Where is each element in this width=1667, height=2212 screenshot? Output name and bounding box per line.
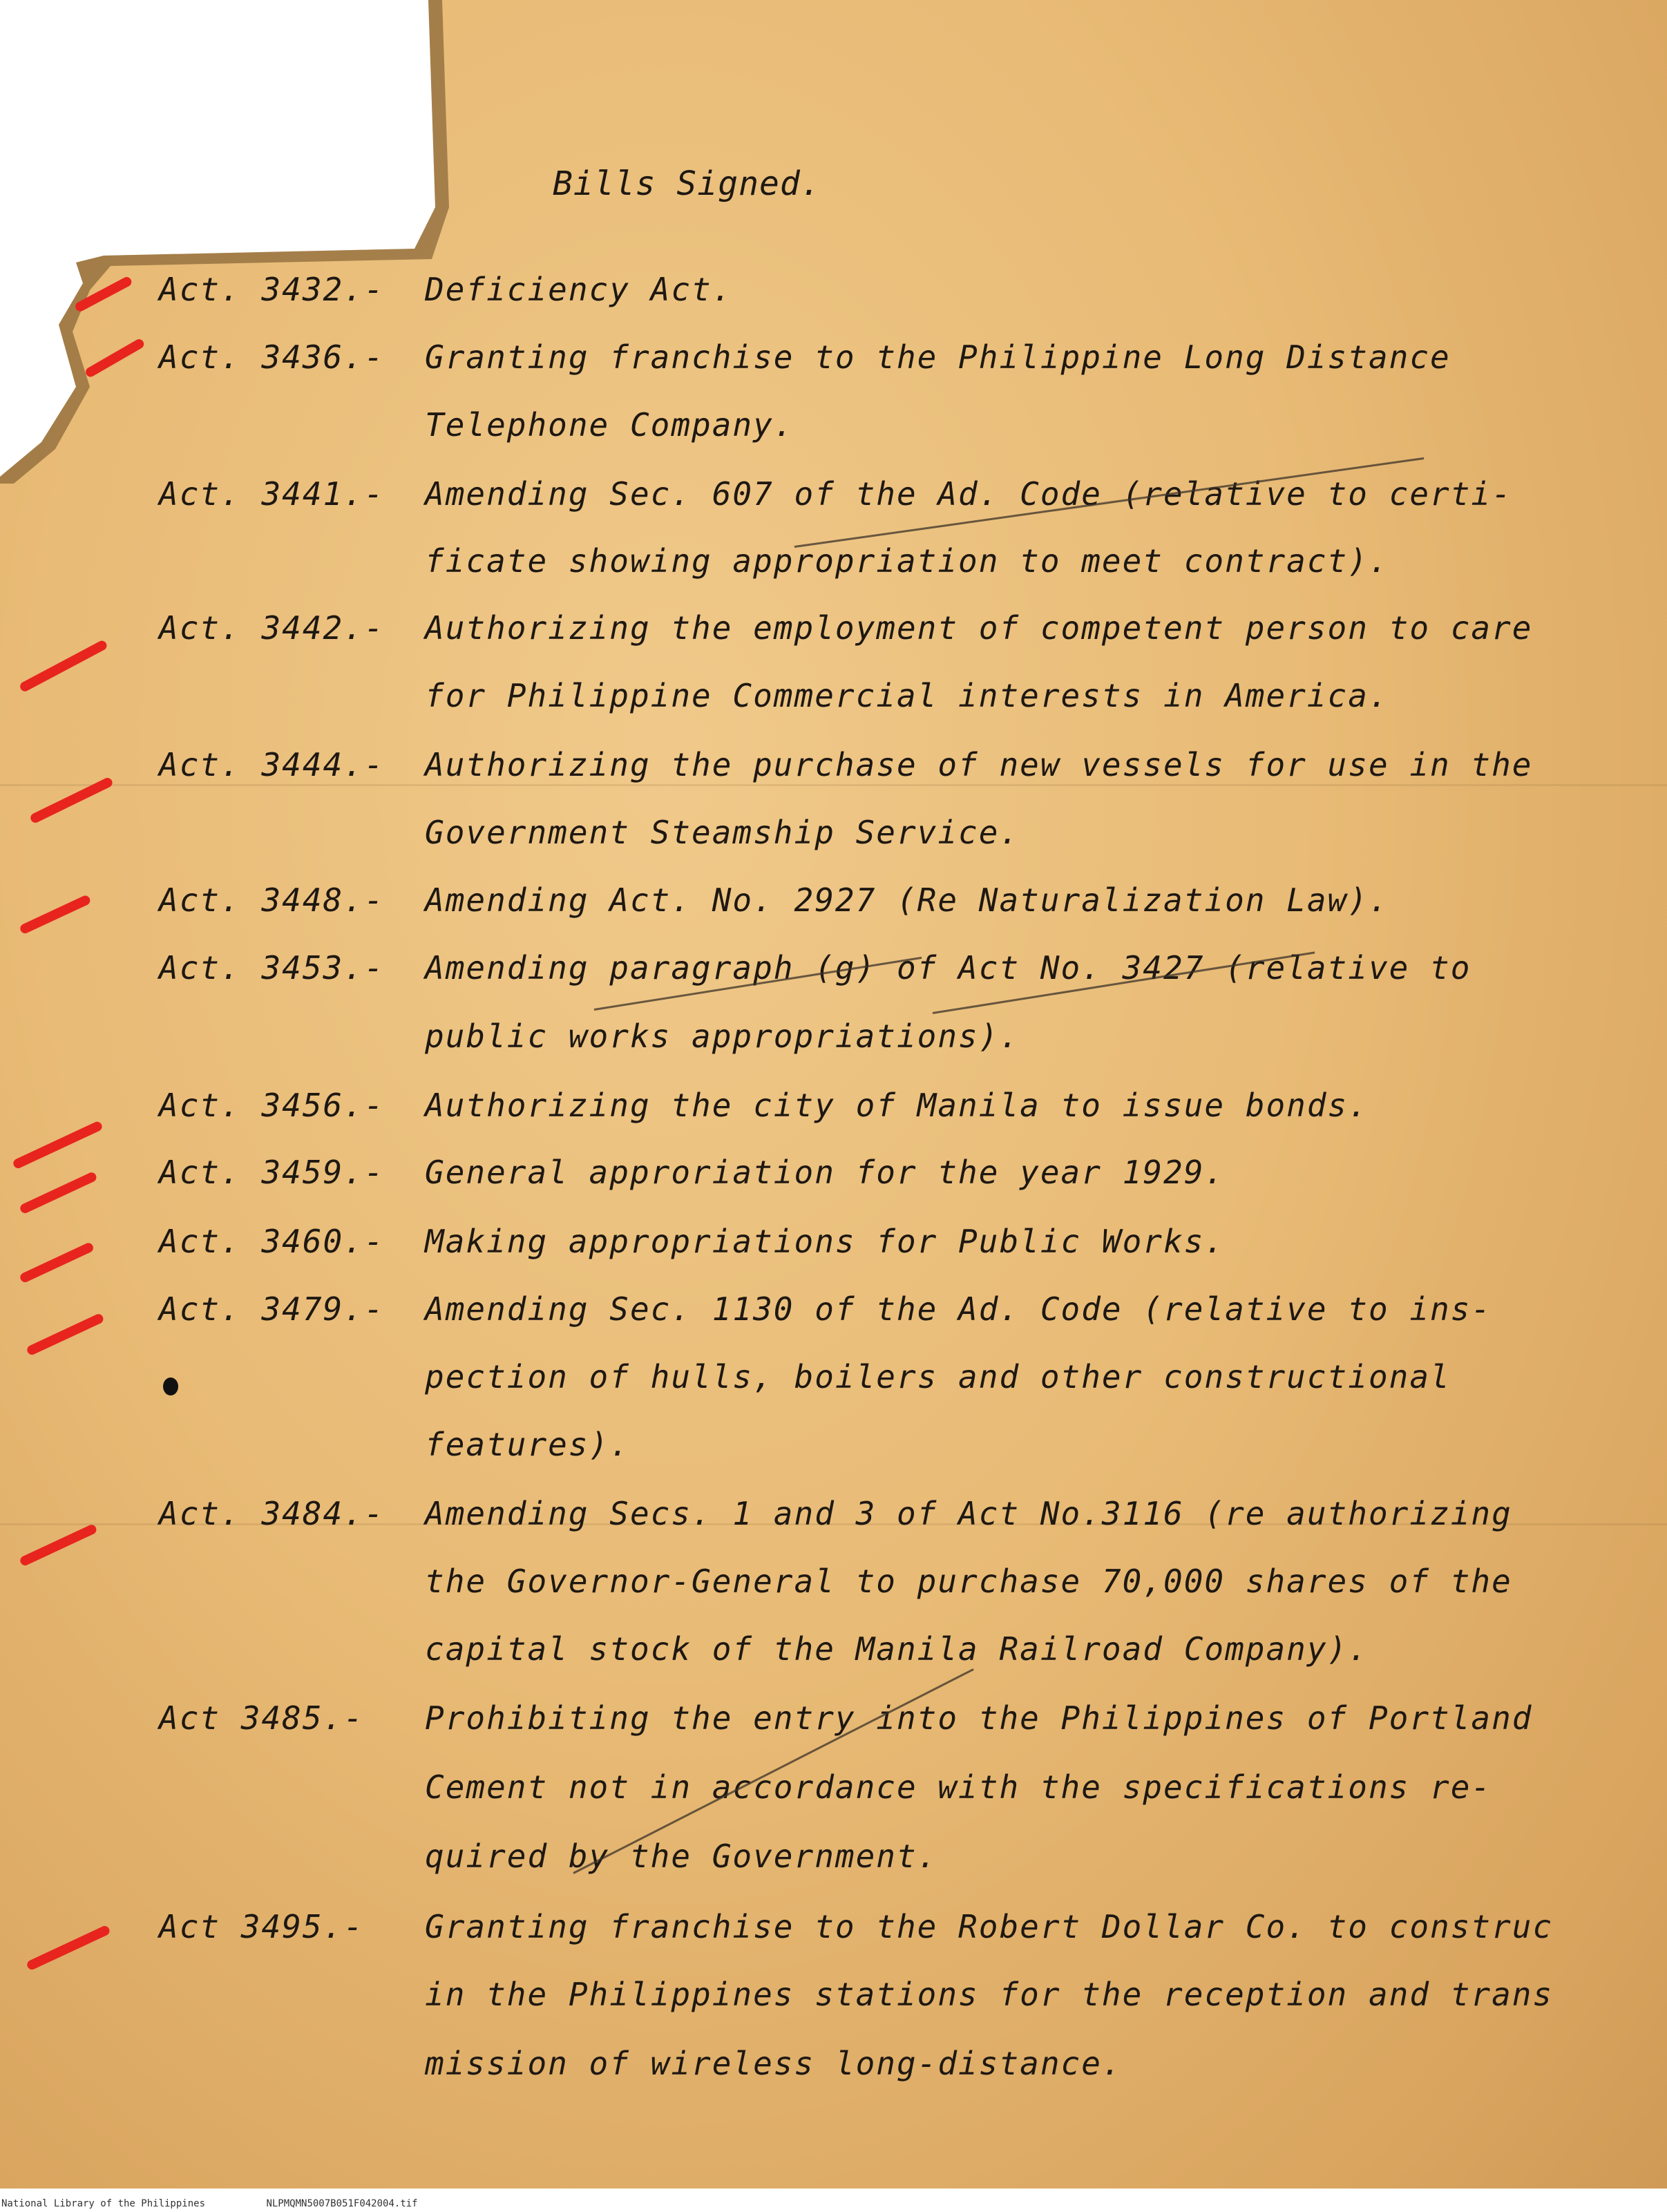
footer-library: National Library of the Philippines [1, 2198, 206, 2209]
act-number: Act. 3436.- [159, 339, 385, 376]
act-number: Act. 3479.- [159, 1290, 385, 1328]
act-description: Cement not in accordance with the specifications re- [425, 1768, 1492, 1806]
act-description: Telephone Company. [425, 406, 794, 444]
act-description: Granting franchise to the Philippine Long Distance [425, 339, 1451, 376]
fold-line [0, 784, 1667, 786]
act-description: Amending paragraph (g) of Act No. 3427 (relative to [425, 949, 1471, 986]
act-description: the Governor-General to purchase 70,000 shares of the [425, 1563, 1512, 1600]
act-number: Act. 3460.- [159, 1223, 385, 1260]
document-title: Bills Signed. [553, 164, 821, 203]
act-description: Authorizing the city of Manila to issue bonds. [425, 1087, 1369, 1124]
scan-footer [1, 2198, 473, 2209]
act-description: General approriation for the year 1929. [425, 1154, 1226, 1191]
act-description: Amending Act. No. 2927 (Re Naturalization Law). [425, 881, 1389, 919]
act-number: Act. 3432.- [159, 271, 385, 308]
act-description: pection of hulls, boilers and other constructional [425, 1358, 1451, 1395]
act-number: Act 3495.- [159, 1908, 364, 1945]
act-number: Act. 3444.- [159, 746, 385, 783]
act-description: Authorizing the purchase of new vessels for use in the [425, 746, 1533, 783]
act-description: Deficiency Act. [425, 271, 733, 308]
act-description: in the Philippines stations for the reception and trans [425, 1976, 1554, 2013]
act-description: quired by the Government. [425, 1838, 938, 1875]
act-description: Amending Sec. 607 of the Ad. Code (relative to certi- [425, 475, 1512, 513]
act-description: Amending Secs. 1 and 3 of Act No.3116 (re authorizing [425, 1495, 1512, 1532]
act-description: capital stock of the Manila Railroad Company). [425, 1630, 1369, 1668]
act-number: Act. 3453.- [159, 949, 385, 986]
act-description: Amending Sec. 1130 of the Ad. Code (relative to ins- [425, 1290, 1492, 1328]
act-number: Act. 3448.- [159, 881, 385, 919]
footer-file: NLPMQMN5007B051F042004.tif [266, 2198, 418, 2209]
act-description: Authorizing the employment of competent person to care [425, 609, 1533, 647]
act-description: features). [425, 1426, 630, 1463]
act-number: Act. 3442.- [159, 609, 385, 647]
act-description: ficate showing appropriation to meet contract). [425, 542, 1389, 580]
act-description: Making appropriations for Public Works. [425, 1223, 1226, 1260]
act-description: Granting franchise to the Robert Dollar Co. to construc [425, 1908, 1554, 1945]
act-description: public works appropriations). [425, 1018, 1020, 1055]
act-number: Act. 3441.- [159, 475, 385, 513]
ink-blot [163, 1377, 178, 1395]
act-description: mission of wireless long-distance. [425, 2045, 1123, 2082]
act-number: Act. 3484.- [159, 1495, 385, 1532]
act-description: Prohibiting the entry into the Philippines of Portland [425, 1699, 1533, 1737]
act-description: Government Steamship Service. [425, 814, 1020, 851]
act-description: for Philippine Commercial interests in America. [425, 677, 1389, 714]
act-number: Act. 3459.- [159, 1154, 385, 1191]
act-number: Act. 3456.- [159, 1087, 385, 1124]
act-number: Act 3485.- [159, 1699, 364, 1737]
